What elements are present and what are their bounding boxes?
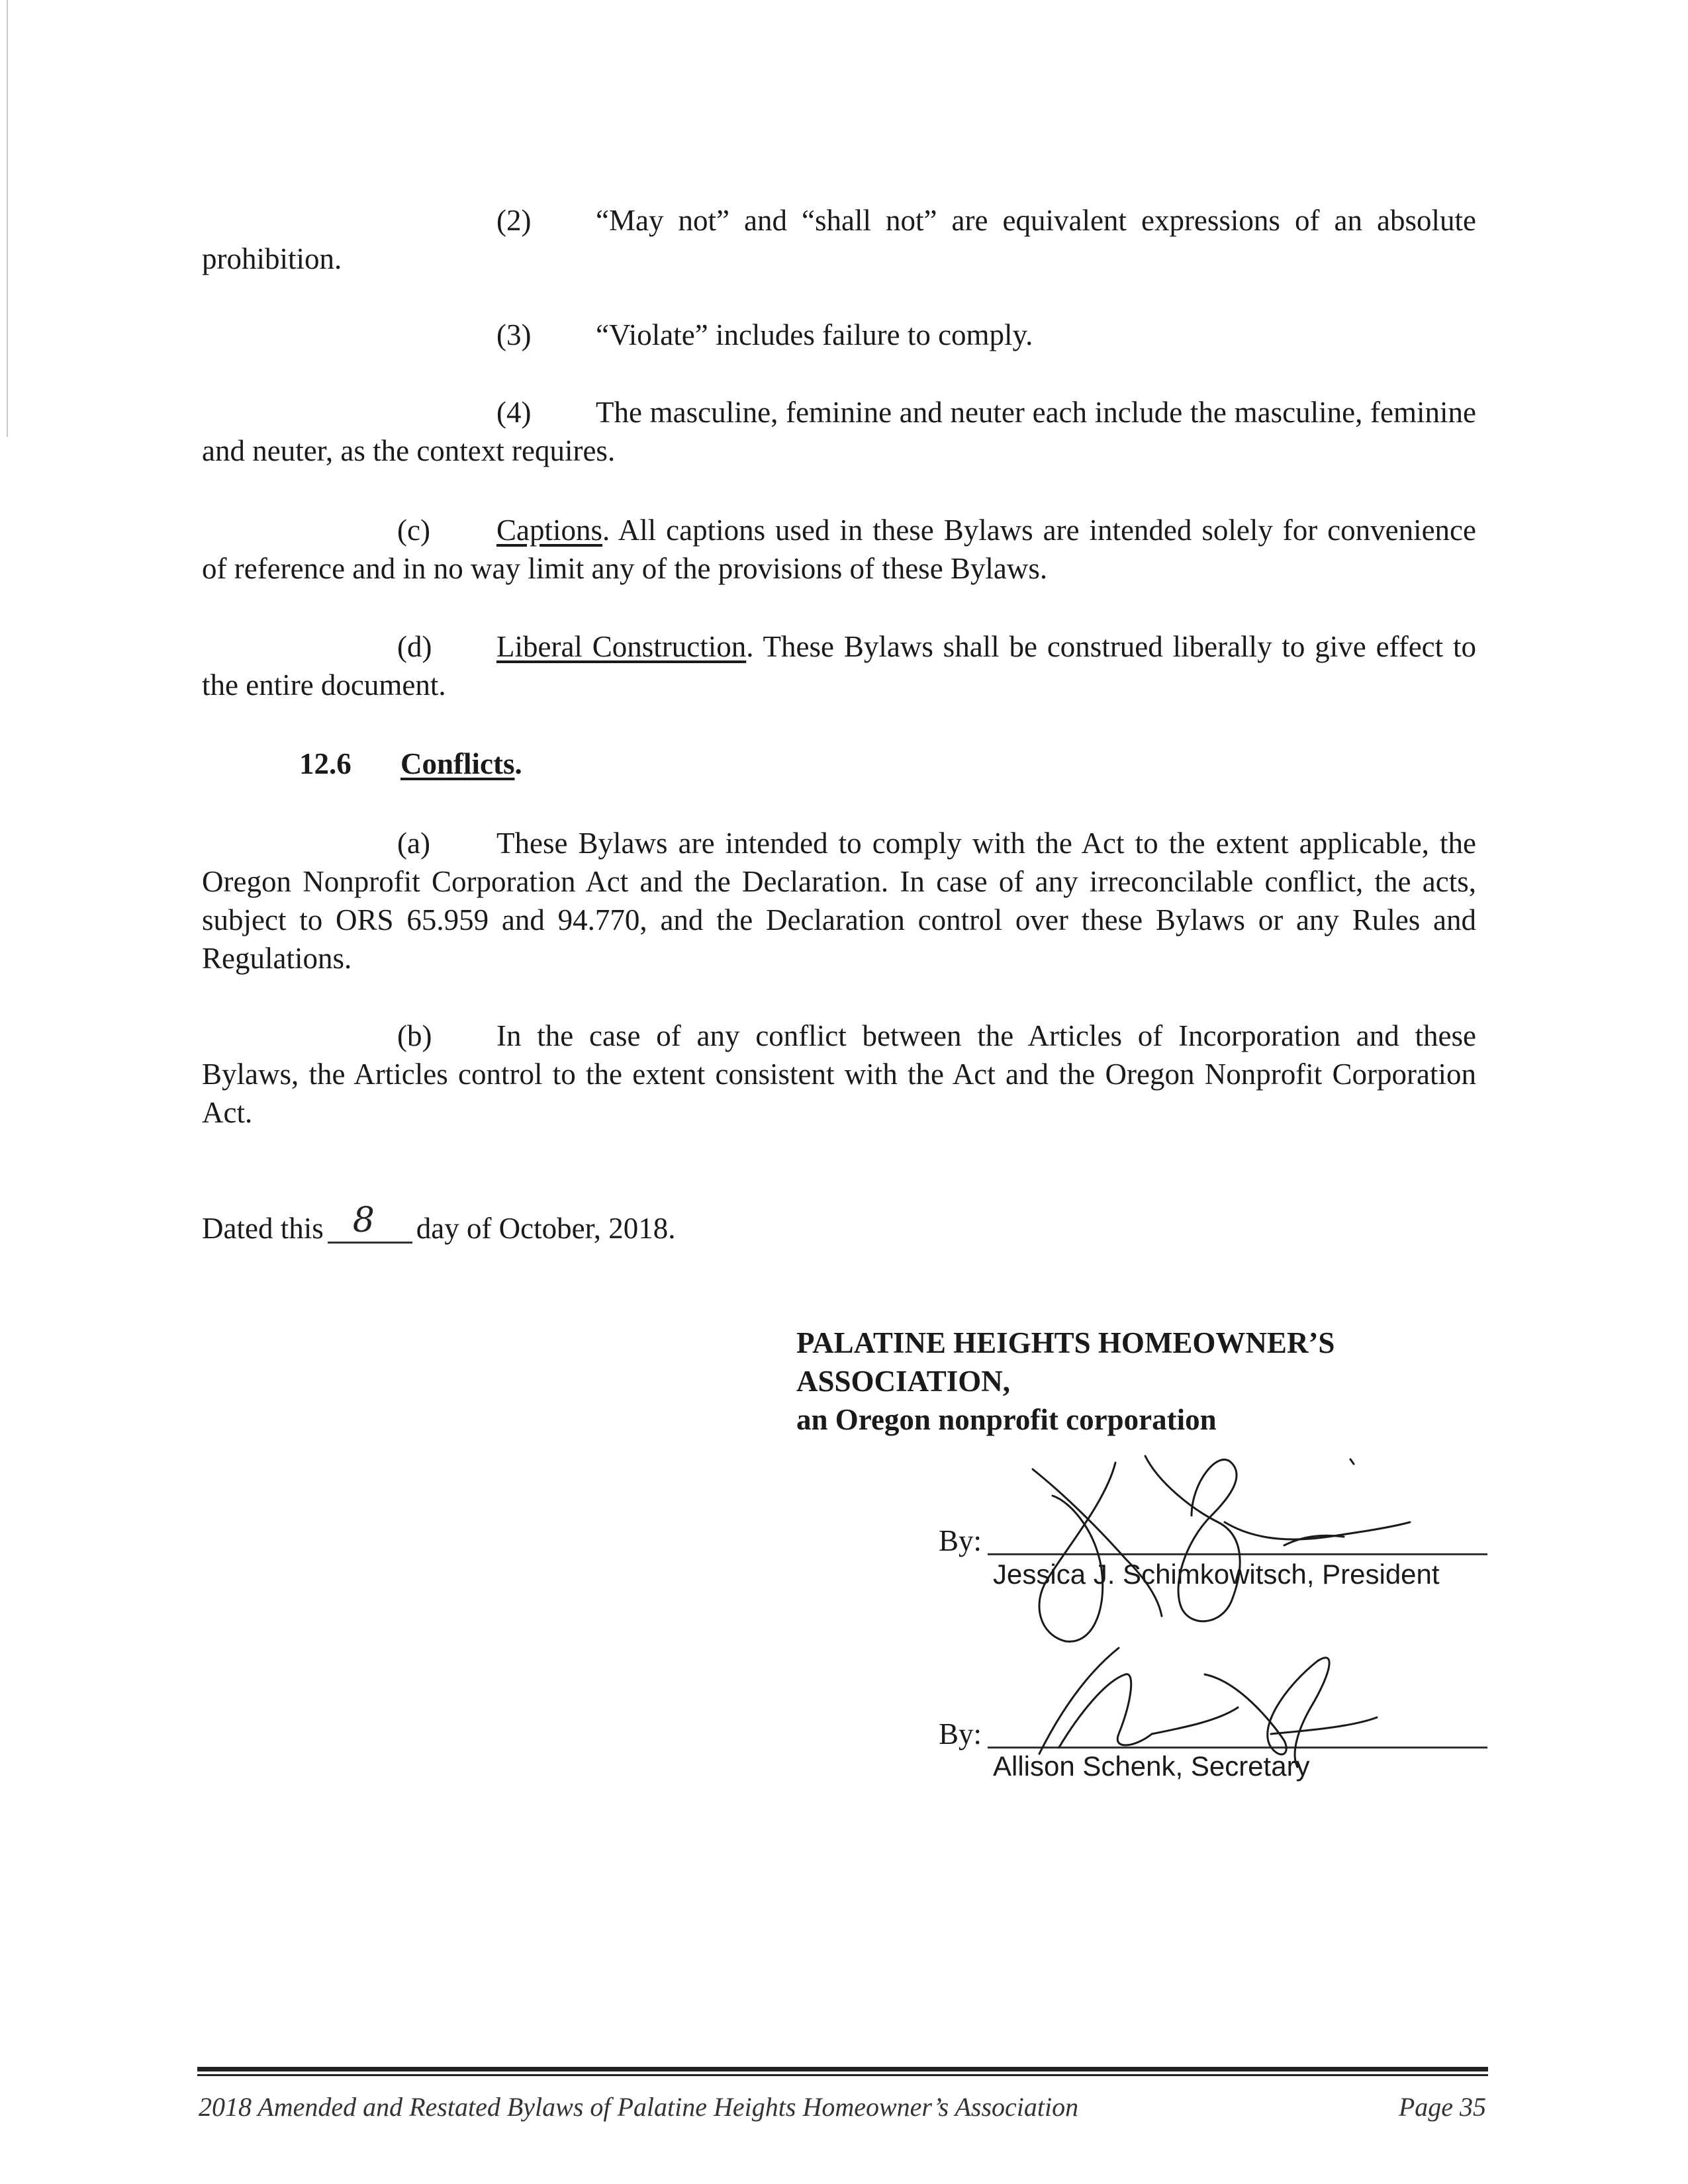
paragraph-label: (d) <box>397 630 432 663</box>
signature-1-by-label: By: <box>939 1524 982 1557</box>
paragraph-label: (a) <box>397 827 430 860</box>
caption-title: Liberal Construction <box>496 630 747 663</box>
paragraph-text: In the case of any conflict between the Articles of Incorporation and these Bylaws, the Articles control to the extent consistent with the Act and the Oregon Nonprofit Corporation Act. <box>202 1019 1476 1129</box>
paragraph-text: “Violate” includes failure to comply. <box>596 318 1033 351</box>
footer-rule-thick <box>197 2067 1488 2071</box>
organization-name-line1: PALATINE HEIGHTS HOMEOWNER’S <box>796 1326 1335 1359</box>
paragraph-text: These Bylaws are intended to comply with the Act to the extent applicable, the Oregon Nonprofit Corporation Act and the Declaration. In case of any irreconcilable conflict, the acts, subject to ORS 65.959 and 94.770, and the Declaration control over these Bylaws or any Rules and Regulations. <box>202 827 1476 975</box>
scan-edge-line <box>7 0 8 437</box>
conflicts-paragraph-a <box>202 824 1476 978</box>
signature-2-by-label: By: <box>939 1717 982 1751</box>
section-title-period: . <box>514 747 522 780</box>
paragraph-text: “May not” and “shall not” are equivalent expressions of an absolute prohibition. <box>202 204 1476 275</box>
president-signature <box>993 1443 1417 1655</box>
paragraph-label: (4) <box>496 396 532 429</box>
handwritten-day: 8 <box>352 1201 375 1240</box>
caption-title: Captions <box>496 514 603 547</box>
footer-rule-thin <box>197 2074 1488 2076</box>
section-heading <box>299 747 522 781</box>
paragraph-c-captions <box>202 511 1476 588</box>
paragraph-label: (c) <box>397 514 430 547</box>
organization-descriptor: an Oregon nonprofit corporation <box>796 1403 1217 1436</box>
secretary-signature <box>1019 1635 1390 1787</box>
day-blank <box>328 1201 412 1244</box>
paragraph-label: (2) <box>496 204 532 237</box>
paragraph-4 <box>202 393 1476 470</box>
footer-page-number: Page 35 <box>1398 2092 1486 2122</box>
organization-block <box>796 1324 1335 1439</box>
dated-line <box>202 1201 676 1246</box>
signature-1-name: Jessica J. Schimkowitsch, President <box>993 1559 1440 1590</box>
paragraph-3 <box>202 316 1476 354</box>
paragraph-text: The masculine, feminine and neuter each include the masculine, feminine and neuter, as the context requires. <box>202 396 1476 467</box>
paragraph-label: (b) <box>397 1019 432 1052</box>
organization-name-line2: ASSOCIATION, <box>796 1365 1010 1398</box>
section-number: 12.6 <box>299 747 352 780</box>
paragraph-d-liberal-construction <box>202 627 1476 704</box>
section-title: Conflicts <box>400 747 515 780</box>
paragraph-label: (3) <box>496 318 532 351</box>
paragraph-text: . All captions used in these Bylaws are intended solely for convenience of reference and in no way limit any of the provisions of these Bylaws. <box>202 514 1476 585</box>
dated-suffix: day of October, 2018. <box>416 1212 676 1245</box>
footer-title: 2018 Amended and Restated Bylaws of Palatine Heights Homeowner’s Association <box>199 2092 1079 2122</box>
conflicts-paragraph-b <box>202 1017 1476 1132</box>
signature-2-name: Allison Schenk, Secretary <box>993 1751 1310 1782</box>
paragraph-text: . These Bylaws shall be construed liberally to give effect to the entire document. <box>202 630 1476 702</box>
dated-prefix: Dated this <box>202 1212 324 1245</box>
paragraph-2 <box>202 201 1476 278</box>
